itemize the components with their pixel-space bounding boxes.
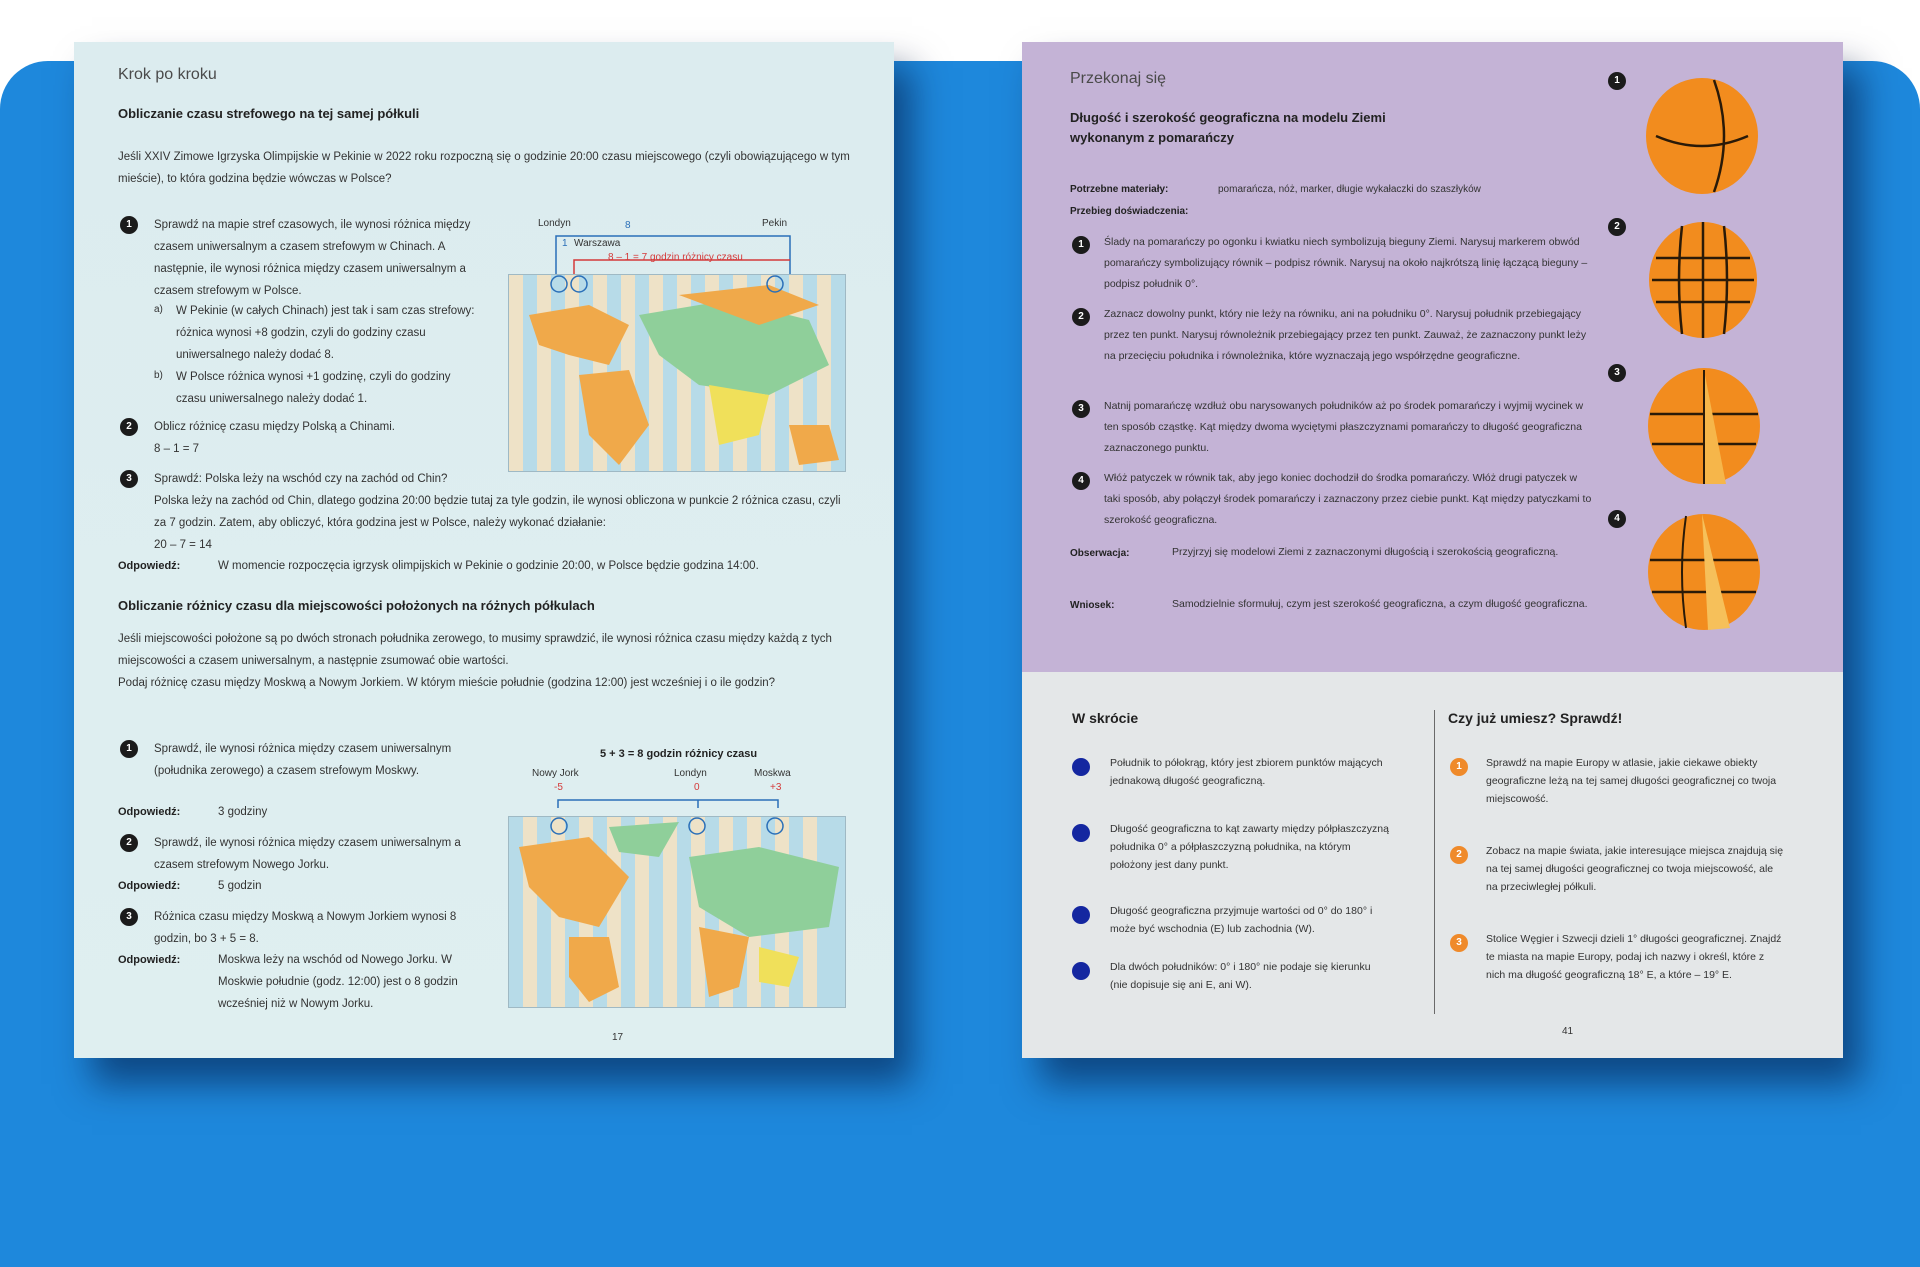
map2-zero: 0	[694, 782, 700, 793]
experiment-step-3: Natnij pomarańczę wzdłuż obu narysowanych południków aż po środek pomarańczy i wyjmij wycinek w ten sposób cząstkę. Kąt między dwoma wyciętymi płaszczyznami pomarańczy to długość geograficzna zaznaczonego punktu.	[1104, 400, 1584, 454]
step-number: 4	[1072, 472, 1090, 490]
left-intro: Jeśli XXIV Zimowe Igrzyska Olimpijskie w Pekinie w 2022 roku rozpoczną się o godzinie 20:00 czasu miejscowego (czyli obowiązującego w tym mieście), to która godzina będzie wówczas w Polsce?	[118, 151, 850, 185]
left-heading-2: Obliczanie różnicy czasu dla miejscowości położonych na różnych półkulach	[118, 598, 595, 613]
column-divider	[1434, 710, 1435, 1014]
answer-label: Odpowiedź:	[118, 560, 181, 572]
map2-p3: +3	[770, 782, 782, 793]
sub-b-marker: b)	[154, 370, 163, 381]
left-page	[74, 42, 894, 1058]
summary-title: W skrócie	[1072, 710, 1139, 726]
conclusion-label: Wniosek:	[1070, 600, 1115, 611]
step2-1-answer: 3 godziny	[218, 806, 268, 818]
time-zone-map-1	[508, 274, 846, 472]
map2-title: 5 + 3 = 8 godzin różnicy czasu	[600, 748, 758, 760]
experiment-step-4: Włóż patyczek w równik tak, aby jego koniec dochodził do środka pomarańczy. Włóż drugi patyczek w taki sposób, aby połączył środek pomarańczy i zaznaczony przez ciebie punkt. Kąt między patyczkami to szerokość geograficzna.	[1104, 472, 1592, 526]
check-item-2: Zobacz na mapie świata, jakie interesujące miejsca znajdują się na tej samej długości geograficznej co twoja miejscowość, ale na przeciwległej półkuli.	[1486, 845, 1784, 893]
left-page-number: 17	[612, 1032, 624, 1043]
step-number: 3	[120, 908, 138, 926]
map1-plus8: 8	[625, 220, 631, 231]
step-number: 2	[120, 834, 138, 852]
answer-label: Odpowiedź:	[118, 880, 181, 892]
answer-label: Odpowiedź:	[118, 806, 181, 818]
step-number: 1	[1072, 236, 1090, 254]
map2-label-ny: Nowy Jork	[532, 768, 579, 779]
step2-3-answer: Moskwa leży na wschód od Nowego Jorku. W Moskwie południe (godz. 12:00) jest o 8 godzin wcześniej niż w Nowym Jorku.	[218, 954, 458, 1010]
map1-label-london: Londyn	[538, 218, 571, 229]
left-kicker: Krok po kroku	[118, 66, 217, 83]
orange-photo-4	[1646, 510, 1762, 634]
experiment-step-1: Ślady na pomarańczy po ogonku i kwiatku niech symbolizują bieguny Ziemi. Narysuj markerem obwód pomarańczy symbolizujący równik – podpisz równik. Narysuj na około najkrótszą linię łączącą bieguny – podpisz południk 0°.	[1104, 236, 1588, 290]
step-number: 3	[120, 470, 138, 488]
step2-2-answer: 5 godzin	[218, 880, 262, 892]
summary-item-1: Południk to półokrąg, który jest zbiorem punktów mających jednakową długość geograficzną.	[1110, 757, 1383, 787]
calc-1: 8 – 1 = 7	[154, 443, 200, 455]
step-2-text: Oblicz różnicę czasu między Polską a Chinami.	[154, 421, 395, 433]
step2-2-text: Sprawdź, ile wynosi różnica między czasem uniwersalnym a czasem strefowym Nowego Jorku.	[154, 837, 461, 871]
summary-item-4: Dla dwóch południków: 0° i 180° nie podaje się kierunku (nie dopisuje się ani E, ani W).	[1110, 961, 1371, 991]
left-intro-3: Podaj różnicę czasu między Moskwą a Nowym Jorkiem. W którym mieście południe (godzina 12:00) jest wcześniej i o ile godzin?	[118, 677, 776, 689]
right-kicker: Przekonaj się	[1070, 70, 1167, 87]
map2-brackets	[554, 794, 794, 814]
summary-item-3: Długość geograficzna przyjmuje wartości od 0° do 180° i może być wschodnia (E) lub zachodnia (W).	[1110, 905, 1373, 935]
photo-number: 1	[1608, 72, 1626, 90]
step-number: 3	[1072, 400, 1090, 418]
orange-photo-3	[1646, 364, 1762, 488]
calc-2: 20 – 7 = 14	[154, 539, 212, 551]
right-heading: Długość i szerokość geograficzna na modelu Ziemi wykonanym z pomarańczy	[1070, 110, 1386, 145]
step-number: 2	[120, 418, 138, 436]
orange-photo-1	[1644, 72, 1760, 196]
experiment-step-2: Zaznacz dowolny punkt, który nie leży na równiku, ani na południku 0°. Narysuj południk przebiegający przez ten punkt. Narysuj równoleżnik przebiegający przez ten punkt. Zauważ, że zaznaczony punkt leży na przecięciu południka i równoleżnika, które wyznaczają jego współrzędne geograficzne.	[1104, 308, 1587, 362]
map1-plus1: 1	[562, 238, 568, 249]
sub-a-marker: a)	[154, 304, 163, 315]
step-1-text: Sprawdź na mapie stref czasowych, ile wynosi różnica między czasem uniwersalnym a czasem strefowym w Chinach. A następnie, ile wynosi różnica między czasem uniwersalnym a czasem strefowym w Polsce.	[154, 219, 471, 297]
right-page	[1022, 42, 1843, 1058]
materials-label: Potrzebne materiały:	[1070, 184, 1169, 195]
observation-text: Przyjrzyj się modelowi Ziemi z zaznaczonymi długością i szerokością geograficzną.	[1172, 546, 1559, 558]
step-number: 2	[1072, 308, 1090, 326]
map1-diff: 8 – 1 = 7 godzin różnicy czasu	[608, 252, 743, 263]
step-3-explanation: Polska leży na zachód od Chin, dlatego godzina 20:00 będzie tutaj za tyle godzin, ile wynosi obliczona w punkcie 2 różnica czasu, czyli za 7 godzin. Zatem, aby obliczyć, która godzina jest w Polsce, należy wykonać działanie:	[154, 495, 841, 529]
orange-photo-2	[1648, 218, 1758, 342]
summary-bullet	[1072, 758, 1090, 776]
check-item-1: Sprawdź na mapie Europy w atlasie, jakie ciekawe obiekty geograficzne leżą na tej samej długości geograficznej co twoja miejscowość.	[1486, 757, 1777, 805]
step-number: 1	[120, 740, 138, 758]
step-number: 1	[120, 216, 138, 234]
summary-item-2: Długość geograficzna to kąt zawarty między półpłaszczyzną południka 0° a półpłaszczyzną południka, na którym położony jest dany punkt.	[1110, 823, 1389, 871]
step-1-sub-a: W Pekinie (w całych Chinach) jest tak i sam czas strefowy: różnica wynosi +8 godzin, czyli do godziny czasu uniwersalnego należy dodać 8.	[176, 305, 475, 361]
left-heading-1: Obliczanie czasu strefowego na tej samej półkuli	[118, 106, 420, 121]
time-zone-map-2	[508, 816, 846, 1008]
photo-number: 2	[1608, 218, 1626, 236]
step2-3-text: Różnica czasu między Moskwą a Nowym Jorkiem wynosi 8 godzin, bo 3 + 5 = 8.	[154, 911, 457, 945]
check-number: 2	[1450, 846, 1468, 864]
summary-bullet	[1072, 962, 1090, 980]
map1-brackets	[554, 226, 814, 276]
procedure-label: Przebieg doświadczenia:	[1070, 206, 1189, 217]
map2-label-london: Londyn	[674, 768, 707, 779]
left-intro-2: Jeśli miejscowości położone są po dwóch stronach południka zerowego, to musimy sprawdzić, ile wynosi różnica czasu między każdą z tych miejscowości a czasem uniwersalnym, a następnie zsumować obie wartości.	[118, 633, 832, 667]
map2-label-moscow: Moskwa	[754, 768, 791, 779]
check-item-3: Stolice Węgier i Szwecji dzieli 1° długości geograficznej. Znajdź te miasta na mapie Europy, podaj ich nazwy i określ, które z nich ma długość geograficzną 18° E, a które – 19° E.	[1486, 933, 1782, 981]
check-title: Czy już umiesz? Sprawdź!	[1448, 710, 1623, 726]
observation-label: Obserwacja:	[1070, 548, 1130, 559]
check-number: 3	[1450, 934, 1468, 952]
answer-1: W momencie rozpoczęcia igrzysk olimpijskich w Pekinie o godzinie 20:00, w Polsce będzie godzina 14:00.	[218, 560, 759, 572]
summary-bullet	[1072, 824, 1090, 842]
right-page-number: 41	[1562, 1026, 1574, 1037]
answer-label: Odpowiedź:	[118, 954, 181, 966]
map2-m5: -5	[554, 782, 563, 793]
step2-1-text: Sprawdź, ile wynosi różnica między czasem uniwersalnym (południka zerowego) a czasem strefowym Moskwy.	[154, 743, 452, 777]
map1-label-beijing: Pekin	[762, 218, 788, 229]
summary-bullet	[1072, 906, 1090, 924]
photo-number: 3	[1608, 364, 1626, 382]
step-1-sub-b: W Polsce różnica wynosi +1 godzinę, czyli do godziny czasu uniwersalnego należy dodać 1.	[176, 371, 451, 405]
conclusion-text: Samodzielnie sformułuj, czym jest szerokość geograficzna, a czym długość geograficzna.	[1172, 598, 1588, 610]
check-number: 1	[1450, 758, 1468, 776]
photo-number: 4	[1608, 510, 1626, 528]
map1-label-warsaw: Warszawa	[574, 238, 621, 249]
materials-text: pomarańcza, nóż, marker, długie wykałaczki do szaszłyków	[1218, 184, 1481, 195]
step-3-text: Sprawdź: Polska leży na wschód czy na zachód od Chin?	[154, 473, 448, 485]
